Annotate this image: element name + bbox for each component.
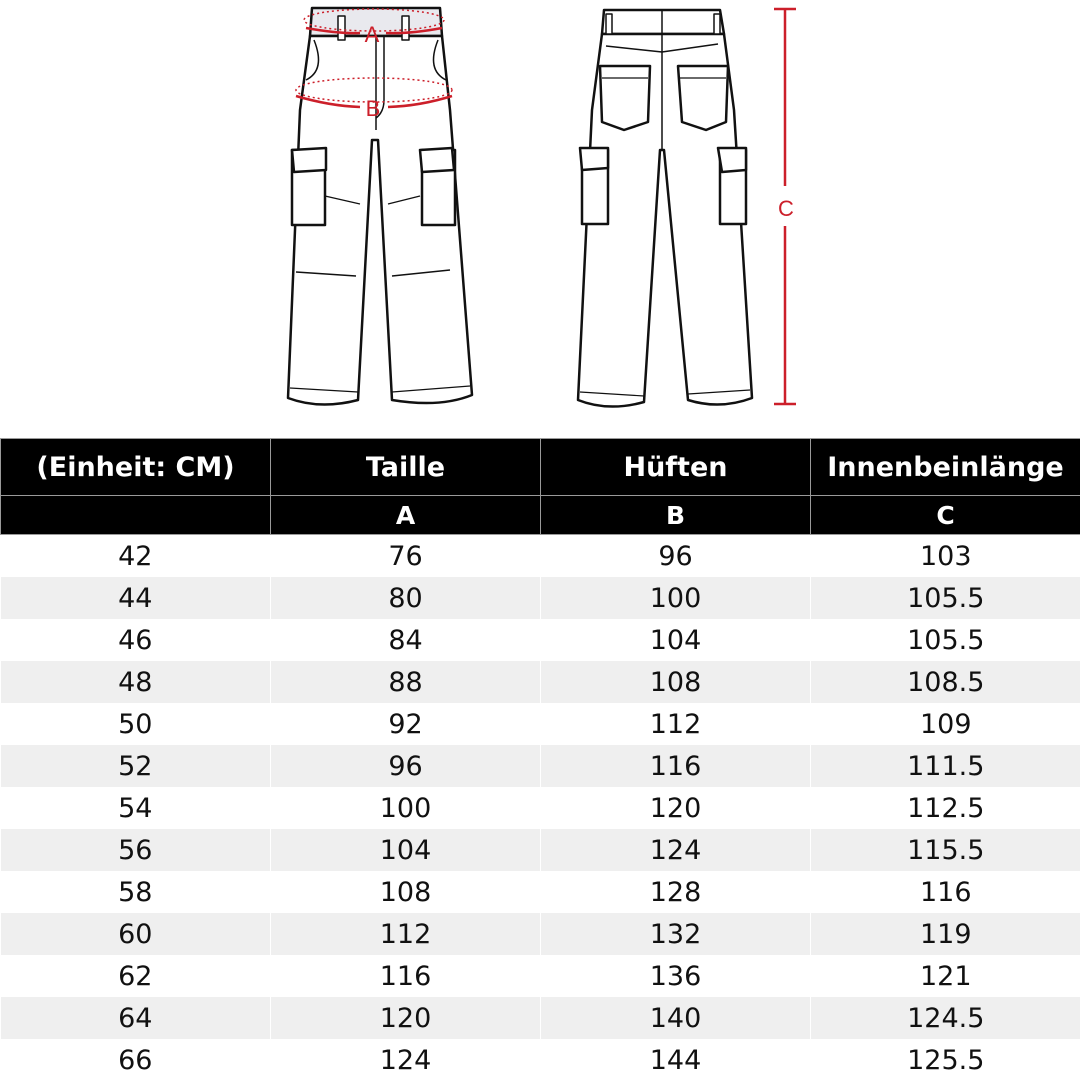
cell-hips: 100 [541,577,811,619]
cell-inseam: 105.5 [811,619,1080,661]
cell-waist: 112 [271,913,541,955]
cell-hips: 112 [541,703,811,745]
table-row [1,871,1080,913]
cell-waist: 96 [271,745,541,787]
cell-hips: 116 [541,745,811,787]
header-row-labels [1,439,1080,496]
cell-size: 64 [1,997,271,1039]
cell-hips: 104 [541,619,811,661]
cell-waist: 88 [271,661,541,703]
svg-text:C: C [778,196,794,221]
table-row [1,829,1080,871]
header-hips: Hüften [541,439,811,496]
table-row [1,955,1080,997]
cell-inseam: 112.5 [811,787,1080,829]
cell-inseam: 108.5 [811,661,1080,703]
cell-hips: 136 [541,955,811,997]
cell-hips: 128 [541,871,811,913]
cell-size: 46 [1,619,271,661]
cell-hips: 108 [541,661,811,703]
header-waist: Taille [271,439,541,496]
cell-size: 42 [1,535,271,578]
table-row [1,745,1080,787]
header-row-codes [1,496,1080,535]
cell-inseam: 111.5 [811,745,1080,787]
cell-hips: 140 [541,997,811,1039]
size-chart-table [0,438,1080,1081]
cell-inseam: 103 [811,535,1080,578]
cell-waist: 108 [271,871,541,913]
cell-size: 62 [1,955,271,997]
table-row [1,535,1080,578]
cell-size: 44 [1,577,271,619]
cell-size: 66 [1,1039,271,1081]
back-view-pants [578,10,752,407]
table-row [1,1039,1080,1081]
cell-hips: 124 [541,829,811,871]
cell-size: 50 [1,703,271,745]
cell-waist: 104 [271,829,541,871]
cell-hips: 120 [541,787,811,829]
cell-inseam: 115.5 [811,829,1080,871]
cell-size: 54 [1,787,271,829]
cell-waist: 120 [271,997,541,1039]
cell-inseam: 116 [811,871,1080,913]
svg-text:A: A [365,22,380,47]
header-unit: (Einheit: CM) [1,439,271,496]
front-view-pants [288,8,472,405]
header-code-c: C [811,496,1080,535]
table-row [1,703,1080,745]
cell-inseam: 124.5 [811,997,1080,1039]
cell-inseam: 119 [811,913,1080,955]
cell-hips: 144 [541,1039,811,1081]
cell-size: 52 [1,745,271,787]
cell-size: 60 [1,913,271,955]
cell-waist: 100 [271,787,541,829]
pants-illustration [0,0,1080,430]
table-row [1,787,1080,829]
cell-hips: 132 [541,913,811,955]
svg-text:B: B [366,96,381,121]
cell-waist: 80 [271,577,541,619]
cell-waist: 84 [271,619,541,661]
cell-inseam: 121 [811,955,1080,997]
measurement-marker-inseam [774,9,796,404]
table-row [1,619,1080,661]
header-code-blank [1,496,271,535]
cell-inseam: 109 [811,703,1080,745]
header-code-b: B [541,496,811,535]
table-row [1,661,1080,703]
cell-waist: 92 [271,703,541,745]
cell-inseam: 125.5 [811,1039,1080,1081]
cell-size: 58 [1,871,271,913]
cell-waist: 76 [271,535,541,578]
cell-size: 48 [1,661,271,703]
cell-waist: 124 [271,1039,541,1081]
header-code-a: A [271,496,541,535]
cell-inseam: 105.5 [811,577,1080,619]
cell-waist: 116 [271,955,541,997]
header-inseam: Innenbeinlänge [811,439,1080,496]
table-row [1,913,1080,955]
cell-size: 56 [1,829,271,871]
table-row [1,997,1080,1039]
cell-hips: 96 [541,535,811,578]
table-row [1,577,1080,619]
